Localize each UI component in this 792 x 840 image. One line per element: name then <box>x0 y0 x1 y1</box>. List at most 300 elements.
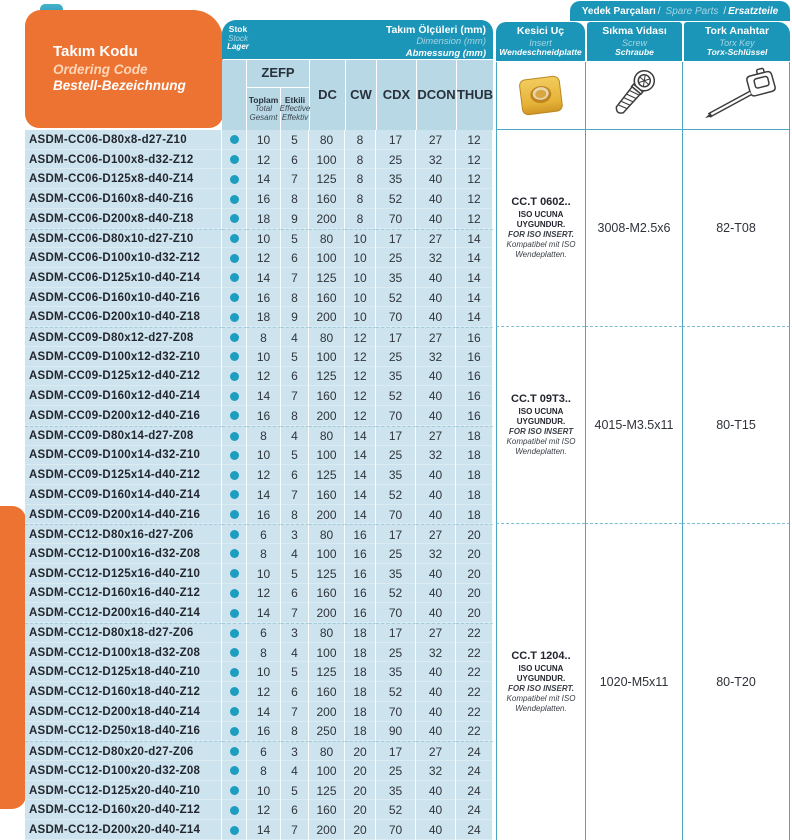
dcon-value-cell: 40 <box>416 603 456 623</box>
total-tr: Toplam <box>248 94 279 105</box>
ordering-code-title-tr: Takım Kodu <box>53 42 138 60</box>
cw-value-cell: 10 <box>345 307 376 327</box>
effective-value-cell: 9 <box>281 209 309 229</box>
effective-value-cell: 3 <box>281 741 309 761</box>
cdx-value-cell: 35 <box>376 465 416 485</box>
insert-en: Insert <box>529 37 552 48</box>
col-header-cdx <box>377 60 416 130</box>
effective-value-cell: 6 <box>281 682 309 702</box>
cdx-value-cell: 35 <box>376 781 416 801</box>
cw-value-cell: 18 <box>345 643 376 663</box>
effective-value-cell: 5 <box>281 347 309 367</box>
dcon-value-cell: 40 <box>416 386 456 406</box>
dc-value-cell: 200 <box>309 307 345 327</box>
dc-value-cell: 100 <box>309 446 345 466</box>
stock-dot <box>230 510 239 519</box>
thub-value-cell: 22 <box>456 643 493 663</box>
spare-parts-de: Ersatzteile <box>728 5 779 17</box>
dcon-value-cell: 40 <box>416 564 456 584</box>
total-value-cell: 16 <box>247 505 281 525</box>
total-value-cell: 10 <box>247 564 281 584</box>
stock-dot <box>230 747 239 756</box>
dcon-value-cell: 32 <box>416 761 456 781</box>
torx-screw-icon <box>598 67 670 125</box>
stock-dot <box>230 629 239 638</box>
dcon-value-cell: 40 <box>416 584 456 604</box>
dc-value-cell: 100 <box>309 248 345 268</box>
ordering-code-cell: ASDM-CC12-D125x18-d40-Z10 <box>25 662 222 682</box>
cdx-value-cell: 25 <box>376 150 416 170</box>
dc-value-cell: 80 <box>309 327 345 347</box>
effective-en: Effective <box>279 103 311 113</box>
stock-cell <box>222 347 247 367</box>
dcon-value-cell: 27 <box>416 327 456 347</box>
cdx-value-cell: 17 <box>376 327 416 347</box>
stock-dot <box>230 569 239 578</box>
total-value-cell: 14 <box>247 268 281 288</box>
stock-dot <box>230 549 239 558</box>
stock-cell <box>222 524 247 544</box>
thub-value-cell: 22 <box>456 702 493 722</box>
cw-value-cell: 10 <box>345 268 376 288</box>
stock-cell <box>222 189 247 209</box>
insert-note-en: FOR ISO INSERT. <box>508 684 574 693</box>
dcon-value-cell: 40 <box>416 465 456 485</box>
stock-cell <box>222 307 247 327</box>
stock-cell <box>222 327 247 347</box>
dc-value-cell: 125 <box>309 662 345 682</box>
dcon-value-cell: 27 <box>416 130 456 150</box>
separator-slash: / <box>723 5 727 17</box>
effective-tr: Etkili <box>284 94 306 105</box>
cdx-value-cell: 17 <box>376 741 416 761</box>
spare-parts-en: Spare Parts <box>665 5 719 17</box>
dc-value-cell: 200 <box>309 820 345 840</box>
ordering-code-cell: ASDM-CC12-D160x20-d40-Z12 <box>25 800 222 820</box>
insert-info-group-1 <box>496 130 585 327</box>
total-value-cell: 10 <box>247 446 281 466</box>
cw-value-cell: 20 <box>345 820 376 840</box>
effective-value-cell: 4 <box>281 544 309 564</box>
col-header-total <box>247 88 280 130</box>
ordering-code-cell: ASDM-CC09-D80x14-d27-Z08 <box>25 426 222 446</box>
catalog-side-tab <box>0 506 26 809</box>
effective-value-cell: 5 <box>281 229 309 249</box>
cw-value-cell: 12 <box>345 386 376 406</box>
dcon-value-cell: 40 <box>416 169 456 189</box>
dcon-value-cell: 40 <box>416 268 456 288</box>
thub-value-cell: 14 <box>456 268 493 288</box>
cw-value-cell: 16 <box>345 544 376 564</box>
insert-de: Wendeschneidplatte <box>499 46 582 57</box>
stock-cell <box>222 643 247 663</box>
dc-value-cell: 80 <box>309 130 345 150</box>
thub-value-cell: 18 <box>456 485 493 505</box>
thub-value-cell: 18 <box>456 446 493 466</box>
stock-dot <box>230 609 239 618</box>
effective-value-cell: 4 <box>281 327 309 347</box>
screw-tr: Sıkma Vidası <box>602 24 667 37</box>
cdx-value-cell: 52 <box>376 386 416 406</box>
dcon-value-cell: 32 <box>416 248 456 268</box>
cdx-value-cell: 17 <box>376 623 416 643</box>
dcon-value-cell: 40 <box>416 307 456 327</box>
stock-cell <box>222 386 247 406</box>
cdx-value-cell: 70 <box>376 505 416 525</box>
total-value-cell: 6 <box>247 524 281 544</box>
stock-dot <box>230 687 239 696</box>
dcon-value-cell: 27 <box>416 426 456 446</box>
dc-value-cell: 125 <box>309 564 345 584</box>
effective-value-cell: 7 <box>281 603 309 623</box>
spare-parts-grid <box>496 62 790 840</box>
total-value-cell: 12 <box>247 584 281 604</box>
ordering-code-title-en: Ordering Code <box>53 61 148 77</box>
ordering-code-cell: ASDM-CC09-D200x14-d40-Z16 <box>25 505 222 525</box>
total-value-cell: 14 <box>247 386 281 406</box>
torx-part-number: 82-T08 <box>716 221 756 235</box>
total-value-cell: 14 <box>247 820 281 840</box>
cw-value-cell: 20 <box>345 781 376 801</box>
effective-value-cell: 8 <box>281 288 309 308</box>
effective-value-cell: 3 <box>281 524 309 544</box>
col-header-effective <box>281 88 309 130</box>
dcon-value-cell: 40 <box>416 505 456 525</box>
thub-value-cell: 16 <box>456 327 493 347</box>
milling-insert-icon <box>513 72 569 120</box>
stock-cell <box>222 603 247 623</box>
ordering-code-cell: ASDM-CC09-D80x12-d27-Z08 <box>25 327 222 347</box>
torx-part-group-1 <box>682 130 790 327</box>
torx-part-number: 80-T15 <box>716 418 756 432</box>
insert-code: CC.T 09T3.. <box>511 393 571 405</box>
stock-cell <box>222 209 247 229</box>
ordering-code-cell: ASDM-CC12-D80x18-d27-Z06 <box>25 623 222 643</box>
thub-value-cell: 12 <box>456 130 493 150</box>
dc-value-cell: 80 <box>309 623 345 643</box>
effective-value-cell: 7 <box>281 820 309 840</box>
ordering-code-cell: ASDM-CC12-D125x16-d40-Z10 <box>25 564 222 584</box>
ordering-code-cell: ASDM-CC09-D125x14-d40-Z12 <box>25 465 222 485</box>
dcon-value-cell: 27 <box>416 229 456 249</box>
insert-note-de: Kompatibel mit ISO Wendeplatten. <box>506 437 576 456</box>
total-value-cell: 12 <box>247 682 281 702</box>
stock-cell <box>222 229 247 249</box>
thub-value-cell: 22 <box>456 662 493 682</box>
dimensions-header-band <box>222 20 493 59</box>
total-value-cell: 12 <box>247 465 281 485</box>
total-value-cell: 14 <box>247 603 281 623</box>
stock-cell <box>222 288 247 308</box>
ordering-code-cell: ASDM-CC09-D160x12-d40-Z14 <box>25 386 222 406</box>
cdx-value-cell: 17 <box>376 426 416 446</box>
dimensions-title-en: Dimension (mm) <box>416 36 486 48</box>
tool-table-body <box>25 130 493 840</box>
dc-value-cell: 200 <box>309 603 345 623</box>
dc-value-cell: 100 <box>309 347 345 367</box>
cdx-value-cell: 25 <box>376 761 416 781</box>
stock-dot <box>230 530 239 539</box>
total-value-cell: 8 <box>247 761 281 781</box>
stock-cell <box>222 406 247 426</box>
cdx-value-cell: 70 <box>376 820 416 840</box>
total-value-cell: 16 <box>247 288 281 308</box>
cw-value-cell: 8 <box>345 130 376 150</box>
effective-value-cell: 5 <box>281 781 309 801</box>
ordering-code-cell: ASDM-CC06-D125x10-d40-Z14 <box>25 268 222 288</box>
total-value-cell: 12 <box>247 248 281 268</box>
cdx-label: CDX <box>382 86 411 102</box>
insert-note-tr: ISO UCUNA UYGUNDUR. <box>516 664 566 683</box>
insert-note-tr: ISO UCUNA UYGUNDUR. <box>516 407 566 426</box>
cw-label: CW <box>350 86 372 102</box>
thub-value-cell: 12 <box>456 150 493 170</box>
ordering-code-cell: ASDM-CC06-D200x8-d40-Z18 <box>25 209 222 229</box>
effective-value-cell: 5 <box>281 130 309 150</box>
thub-value-cell: 18 <box>456 465 493 485</box>
total-value-cell: 10 <box>247 229 281 249</box>
thub-value-cell: 24 <box>456 820 493 840</box>
thub-value-cell: 18 <box>456 426 493 446</box>
stock-dot <box>230 589 239 598</box>
stock-cell <box>222 485 247 505</box>
cdx-value-cell: 70 <box>376 209 416 229</box>
ordering-code-header <box>25 10 223 128</box>
stock-label-en: Stock <box>227 33 248 43</box>
dimensions-title-de: Abmessung (mm) <box>405 47 486 59</box>
stock-dot <box>230 411 239 420</box>
ordering-code-cell: ASDM-CC09-D125x12-d40-Z12 <box>25 367 222 387</box>
dimension-subheader <box>222 60 493 130</box>
total-value-cell: 8 <box>247 327 281 347</box>
cw-value-cell: 20 <box>345 800 376 820</box>
dcon-value-cell: 40 <box>416 722 456 742</box>
cdx-value-cell: 70 <box>376 307 416 327</box>
torx-part-group-3 <box>682 524 790 840</box>
cw-value-cell: 10 <box>345 229 376 249</box>
col-header-dc <box>310 60 345 130</box>
ordering-code-cell: ASDM-CC12-D100x18-d32-Z08 <box>25 643 222 663</box>
dc-value-cell: 125 <box>309 367 345 387</box>
effective-value-cell: 7 <box>281 169 309 189</box>
dcon-label: DCON <box>417 86 456 102</box>
thub-value-cell: 24 <box>456 781 493 801</box>
total-value-cell: 12 <box>247 150 281 170</box>
cdx-value-cell: 17 <box>376 130 416 150</box>
dcon-value-cell: 32 <box>416 150 456 170</box>
dcon-value-cell: 40 <box>416 682 456 702</box>
ordering-code-cell: ASDM-CC12-D100x16-d32-Z08 <box>25 544 222 564</box>
thub-value-cell: 22 <box>456 722 493 742</box>
stock-dot <box>230 175 239 184</box>
stock-dot <box>230 234 239 243</box>
thub-value-cell: 24 <box>456 741 493 761</box>
thub-value-cell: 24 <box>456 800 493 820</box>
stock-cell <box>222 682 247 702</box>
stock-dot <box>230 352 239 361</box>
thub-value-cell: 14 <box>456 288 493 308</box>
torx-tr: Tork Anahtar <box>704 24 770 37</box>
ordering-code-cell: ASDM-CC12-D200x18-d40-Z14 <box>25 702 222 722</box>
torx-key-icon <box>694 67 778 125</box>
total-value-cell: 8 <box>247 426 281 446</box>
dc-value-cell: 160 <box>309 386 345 406</box>
ordering-code-cell: ASDM-CC06-D80x10-d27-Z10 <box>25 229 222 249</box>
ordering-code-title-de: Bestell-Bezeichnung <box>53 78 186 94</box>
cw-value-cell: 10 <box>345 248 376 268</box>
cw-value-cell: 12 <box>345 367 376 387</box>
ordering-code-cell: ASDM-CC06-D125x8-d40-Z14 <box>25 169 222 189</box>
ordering-code-cell: ASDM-CC06-D100x8-d32-Z12 <box>25 150 222 170</box>
cw-value-cell: 16 <box>345 584 376 604</box>
torx-de: Torx-Schlüssel <box>706 46 768 57</box>
stock-dot <box>230 826 239 835</box>
total-value-cell: 18 <box>247 209 281 229</box>
cdx-value-cell: 35 <box>376 169 416 189</box>
screw-de: Schraube <box>615 46 654 57</box>
stock-dot <box>230 766 239 775</box>
stock-cell <box>222 722 247 742</box>
effective-value-cell: 5 <box>281 662 309 682</box>
total-value-cell: 10 <box>247 347 281 367</box>
thub-value-cell: 14 <box>456 307 493 327</box>
thub-value-cell: 20 <box>456 544 493 564</box>
total-value-cell: 8 <box>247 544 281 564</box>
cdx-value-cell: 35 <box>376 367 416 387</box>
thub-value-cell: 20 <box>456 524 493 544</box>
thub-value-cell: 16 <box>456 367 493 387</box>
effective-value-cell: 4 <box>281 643 309 663</box>
cdx-value-cell: 52 <box>376 485 416 505</box>
dcon-value-cell: 40 <box>416 288 456 308</box>
cw-value-cell: 18 <box>345 682 376 702</box>
total-value-cell: 12 <box>247 800 281 820</box>
cdx-value-cell: 35 <box>376 662 416 682</box>
ordering-code-cell: ASDM-CC12-D160x18-d40-Z12 <box>25 682 222 702</box>
dcon-value-cell: 27 <box>416 623 456 643</box>
total-value-cell: 12 <box>247 367 281 387</box>
total-value-cell: 16 <box>247 722 281 742</box>
stock-cell <box>222 446 247 466</box>
insert-note-en: FOR ISO INSERT <box>508 427 574 436</box>
spare-parts-tr: Yedek Parçaları <box>581 5 656 17</box>
spare-parts-header-band <box>570 1 790 21</box>
thub-value-cell: 12 <box>456 209 493 229</box>
stock-dot <box>230 727 239 736</box>
stock-cell <box>222 662 247 682</box>
stock-dot <box>230 254 239 263</box>
screw-column-header <box>587 22 682 61</box>
cw-value-cell: 10 <box>345 288 376 308</box>
stock-dot <box>230 293 239 302</box>
stock-cell <box>222 781 247 801</box>
torx-column-header <box>684 22 790 61</box>
cw-value-cell: 8 <box>345 150 376 170</box>
dc-label: DC <box>318 86 337 102</box>
effective-value-cell: 6 <box>281 248 309 268</box>
cw-value-cell: 14 <box>345 505 376 525</box>
thub-value-cell: 24 <box>456 761 493 781</box>
total-value-cell: 16 <box>247 406 281 426</box>
stock-cell <box>222 248 247 268</box>
dcon-value-cell: 40 <box>416 820 456 840</box>
dcon-value-cell: 32 <box>416 446 456 466</box>
dc-value-cell: 80 <box>309 741 345 761</box>
cdx-value-cell: 52 <box>376 584 416 604</box>
cdx-value-cell: 70 <box>376 603 416 623</box>
effective-de: Effektiv <box>281 112 309 122</box>
ordering-code-cell: ASDM-CC06-D80x8-d27-Z10 <box>25 130 222 150</box>
stock-label-tr: Stok <box>228 24 248 34</box>
thub-value-cell: 22 <box>456 623 493 643</box>
total-value-cell: 14 <box>247 702 281 722</box>
insert-info-group-3 <box>496 524 585 840</box>
screw-part-group-2 <box>585 327 682 524</box>
stock-dot <box>230 786 239 795</box>
cw-value-cell: 14 <box>345 485 376 505</box>
cw-value-cell: 8 <box>345 209 376 229</box>
stock-cell <box>222 761 247 781</box>
torx-part-number: 80-T20 <box>716 675 756 689</box>
stock-cell <box>222 150 247 170</box>
dc-value-cell: 160 <box>309 485 345 505</box>
cw-value-cell: 14 <box>345 465 376 485</box>
stock-dot <box>230 490 239 499</box>
cdx-value-cell: 35 <box>376 268 416 288</box>
ordering-code-cell: ASDM-CC12-D125x20-d40-Z10 <box>25 781 222 801</box>
cw-value-cell: 18 <box>345 702 376 722</box>
insert-code: CC.T 0602.. <box>511 196 571 208</box>
ordering-code-cell: ASDM-CC09-D100x14-d32-Z10 <box>25 446 222 466</box>
dc-value-cell: 200 <box>309 505 345 525</box>
dc-value-cell: 160 <box>309 288 345 308</box>
col-header-thub <box>457 60 493 130</box>
dcon-value-cell: 27 <box>416 524 456 544</box>
total-value-cell: 10 <box>247 781 281 801</box>
total-de: Gesamt <box>249 112 278 122</box>
stock-cell <box>222 465 247 485</box>
ordering-code-cell: ASDM-CC06-D200x10-d40-Z18 <box>25 307 222 327</box>
dc-value-cell: 100 <box>309 544 345 564</box>
thub-value-cell: 16 <box>456 347 493 367</box>
stock-cell <box>222 367 247 387</box>
cdx-value-cell: 25 <box>376 248 416 268</box>
ordering-code-cell: ASDM-CC09-D200x12-d40-Z16 <box>25 406 222 426</box>
stock-cell <box>222 544 247 564</box>
thub-value-cell: 18 <box>456 505 493 525</box>
thub-value-cell: 20 <box>456 564 493 584</box>
stock-cell <box>222 505 247 525</box>
dc-value-cell: 80 <box>309 229 345 249</box>
thub-value-cell: 20 <box>456 603 493 623</box>
dc-value-cell: 125 <box>309 169 345 189</box>
stock-cell <box>222 268 247 288</box>
dc-value-cell: 200 <box>309 702 345 722</box>
effective-value-cell: 8 <box>281 189 309 209</box>
dc-value-cell: 100 <box>309 150 345 170</box>
effective-value-cell: 3 <box>281 623 309 643</box>
cw-value-cell: 14 <box>345 426 376 446</box>
thub-value-cell: 14 <box>456 229 493 249</box>
col-header-cw <box>346 60 376 130</box>
dimensions-title-tr: Takım Ölçüleri (mm) <box>385 24 486 36</box>
effective-value-cell: 6 <box>281 150 309 170</box>
dcon-value-cell: 32 <box>416 544 456 564</box>
dc-value-cell: 160 <box>309 800 345 820</box>
cdx-value-cell: 52 <box>376 800 416 820</box>
stock-dot <box>230 707 239 716</box>
cw-value-cell: 8 <box>345 189 376 209</box>
